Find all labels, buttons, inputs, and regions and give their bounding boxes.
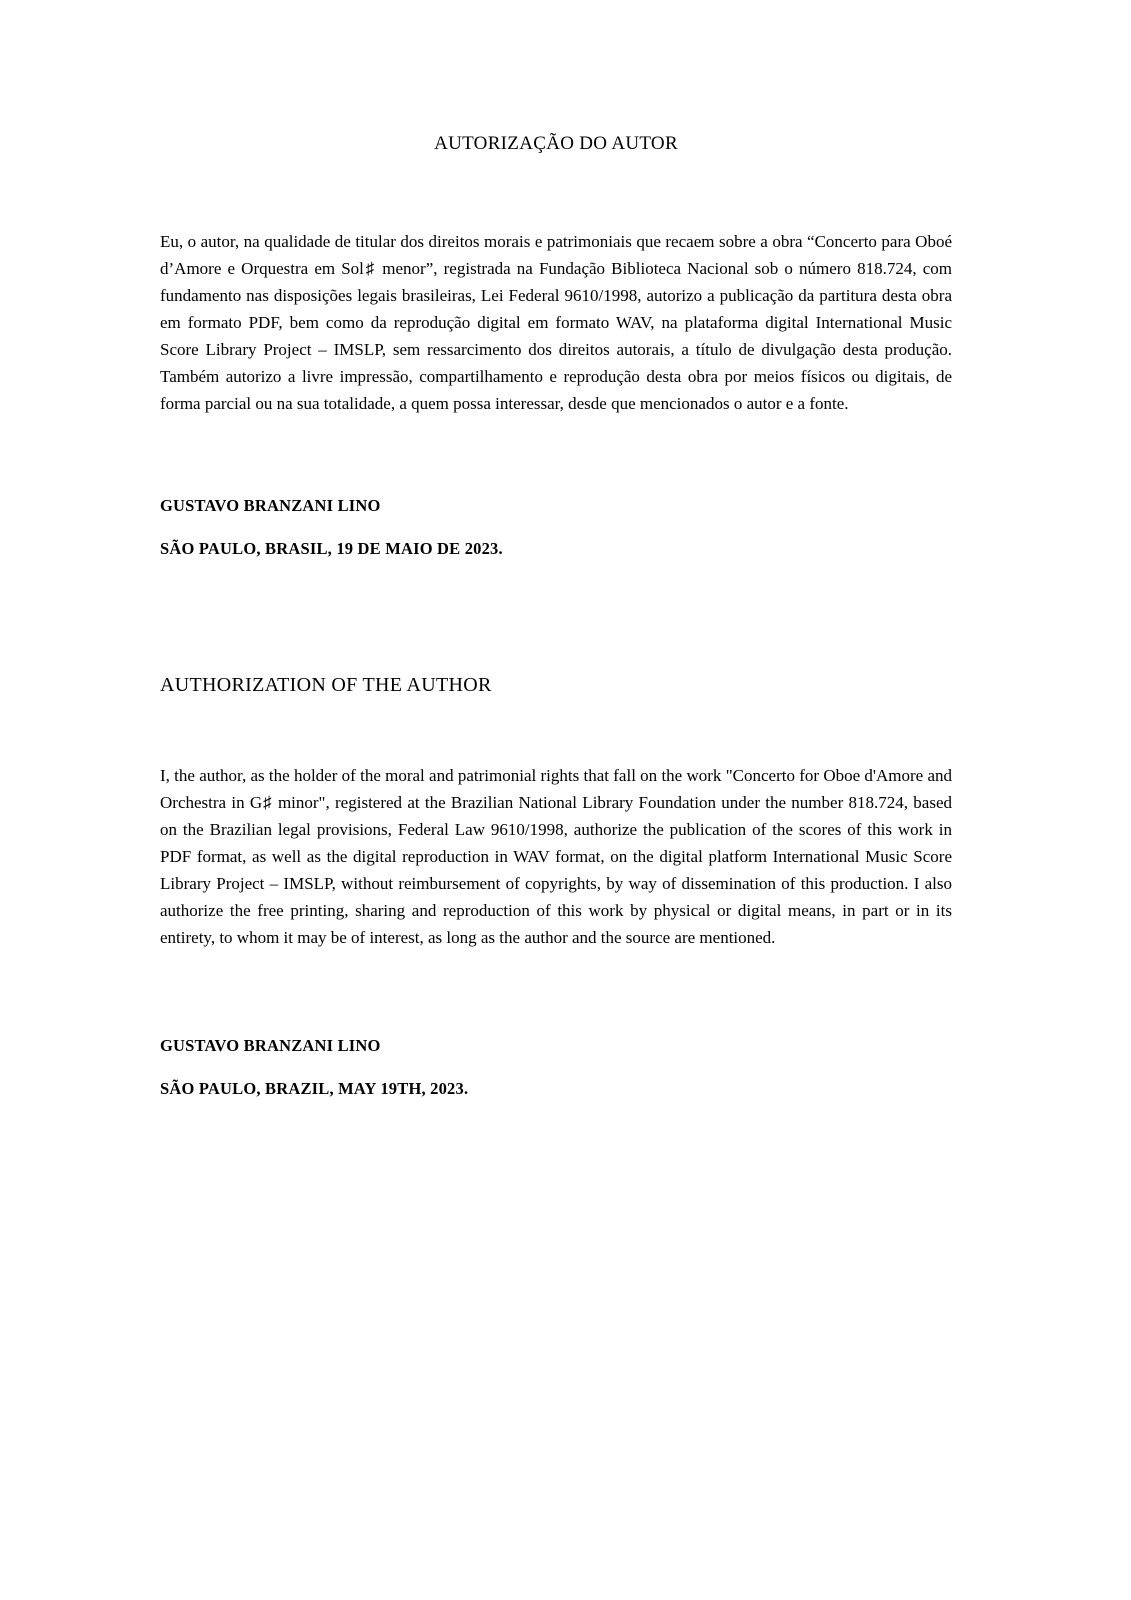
portuguese-signature-name: GUSTAVO BRANZANI LINO xyxy=(160,496,381,515)
portuguese-signature-place-date: SÃO PAULO, BRASIL, 19 DE MAIO DE 2023. xyxy=(160,539,503,558)
english-signature-name: GUSTAVO BRANZANI LINO xyxy=(160,1036,381,1055)
portuguese-authorization-paragraph: Eu, o autor, na qualidade de titular dos direitos morais e patrimoniais que recaem sobre a obra “Concerto para Oboé d’Amore e Orquestra em Sol♯ menor”, registrada na Fundação Biblioteca Nacional sob o número 818.724, com fundamento nas disposições legais brasileiras, Lei Federal 9610/1998, autorizo a publicação da partitura desta obra em formato PDF, bem como da reprodução digital em formato WAV, na plataforma digital International Music Score Library Project – IMSLP, sem ressarcimento dos direitos autorais, a título de divulgação desta produção. Também autorizo a livre impressão, compartilhamento e reprodução desta obra por meios físicos ou digitais, de forma parcial ou na sua totalidade, a quem possa interessar, desde que mencionados o autor e a fonte. xyxy=(160,232,952,413)
english-authorization-paragraph: I, the author, as the holder of the moral and patrimonial rights that fall on the work "Concerto for Oboe d'Amore and Orchestra in G♯ minor", registered at the Brazilian National Library Foundation under the number 818.724, based on the Brazilian legal provisions, Federal Law 9610/1998, authorize the publication of the scores of this work in PDF format, as well as the digital reproduction in WAV format, on the digital platform International Music Score Library Project – IMSLP, without reimbursement of copyrights, by way of dissemination of this production. I also authorize the free printing, sharing and reproduction of this work by physical or digital means, in part or in its entirety, to whom it may be of interest, as long as the author and the source are mentioned. xyxy=(160,766,952,947)
portuguese-section-title: AUTORIZAÇÃO DO AUTOR xyxy=(434,133,678,154)
english-section-title: AUTHORIZATION OF THE AUTHOR xyxy=(160,674,492,696)
english-signature-place-date: SÃO PAULO, BRAZIL, MAY 19TH, 2023. xyxy=(160,1079,469,1098)
